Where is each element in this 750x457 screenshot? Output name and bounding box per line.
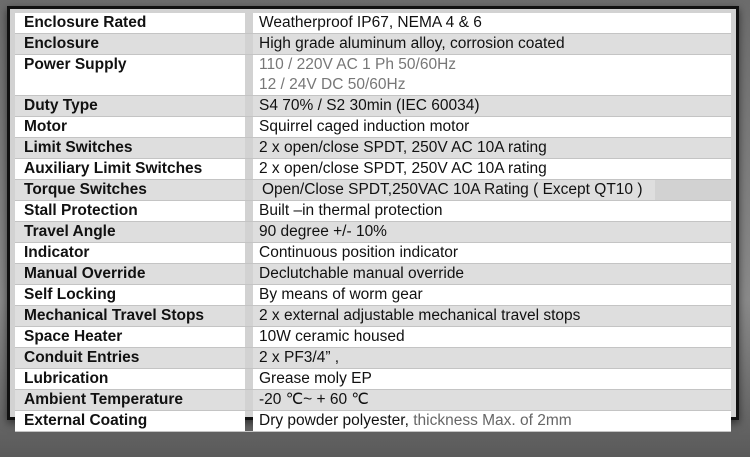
table-row bbox=[15, 243, 731, 264]
spec-label: Manual Override bbox=[15, 264, 245, 284]
table-row bbox=[15, 306, 731, 327]
spec-label: Enclosure bbox=[15, 34, 245, 54]
table-row bbox=[15, 138, 731, 159]
spec-label: Mechanical Travel Stops bbox=[15, 306, 245, 326]
table-row bbox=[15, 264, 731, 285]
table-row bbox=[15, 327, 731, 348]
spec-value: -20 ℃~ + 60 ℃ bbox=[253, 390, 731, 410]
spec-label: Ambient Temperature bbox=[15, 390, 245, 410]
spec-value: 2 x PF3/4” , bbox=[253, 348, 731, 368]
spec-value: Weatherproof IP67, NEMA 4 & 6 bbox=[253, 13, 731, 33]
spec-label: Limit Switches bbox=[15, 138, 245, 158]
spec-label: Conduit Entries bbox=[15, 348, 245, 368]
spec-value: Grease moly EP bbox=[253, 369, 731, 389]
spec-value-tail: thickness Max. of 2mm bbox=[408, 412, 572, 429]
spec-value-line: 12 / 24V DC 50/60Hz bbox=[259, 76, 406, 93]
spec-value bbox=[253, 55, 731, 95]
table-row bbox=[15, 222, 731, 243]
spec-value-line: 110 / 220V AC 1 Ph 50/60Hz bbox=[259, 56, 457, 73]
spec-label: External Coating bbox=[15, 411, 245, 431]
table-row bbox=[15, 411, 731, 432]
spec-value-main: Dry powder polyester, bbox=[259, 412, 409, 429]
spec-label: Self Locking bbox=[15, 285, 245, 305]
spec-label: Space Heater bbox=[15, 327, 245, 347]
table-row bbox=[15, 13, 731, 34]
spec-label: Travel Angle bbox=[15, 222, 245, 242]
table-row bbox=[15, 96, 731, 117]
spec-value: 2 x open/close SPDT, 250V AC 10A rating bbox=[253, 159, 731, 179]
spec-value: 2 x external adjustable mechanical travel stops bbox=[253, 306, 731, 326]
table-row bbox=[15, 34, 731, 55]
spec-label: Power Supply bbox=[15, 55, 245, 95]
table-row bbox=[15, 55, 731, 96]
spec-label: Stall Protection bbox=[15, 201, 245, 221]
spec-value bbox=[253, 411, 731, 431]
table-row bbox=[15, 180, 731, 201]
spec-value: High grade aluminum alloy, corrosion coated bbox=[253, 34, 731, 54]
spec-value: S4 70% / S2 30min (IEC 60034) bbox=[253, 96, 731, 116]
spec-label: Duty Type bbox=[15, 96, 245, 116]
table-row bbox=[15, 117, 731, 138]
spec-value: 10W ceramic housed bbox=[253, 327, 731, 347]
spec-value: 90 degree +/- 10% bbox=[253, 222, 731, 242]
spec-label: Motor bbox=[15, 117, 245, 137]
spec-value: Open/Close SPDT,250VAC 10A Rating ( Except QT10 ) bbox=[253, 180, 655, 200]
spec-value: 2 x open/close SPDT, 250V AC 10A rating bbox=[253, 138, 731, 158]
spec-value: Declutchable manual override bbox=[253, 264, 731, 284]
spec-table bbox=[15, 13, 731, 432]
spec-table-frame bbox=[7, 6, 739, 429]
table-row bbox=[15, 348, 731, 369]
spec-value: By means of worm gear bbox=[253, 285, 731, 305]
table-row bbox=[15, 201, 731, 222]
spec-label: Auxiliary Limit Switches bbox=[15, 159, 245, 179]
spec-label: Enclosure Rated bbox=[15, 13, 245, 33]
spec-value: Built –in thermal protection bbox=[253, 201, 731, 221]
table-row bbox=[15, 390, 731, 411]
spec-value: Continuous position indicator bbox=[253, 243, 731, 263]
table-row bbox=[15, 369, 731, 390]
spec-label: Lubrication bbox=[15, 369, 245, 389]
table-row bbox=[15, 159, 731, 180]
table-row bbox=[15, 285, 731, 306]
spec-value: Squirrel caged induction motor bbox=[253, 117, 731, 137]
spec-label: Indicator bbox=[15, 243, 245, 263]
spec-label: Torque Switches bbox=[15, 180, 245, 200]
